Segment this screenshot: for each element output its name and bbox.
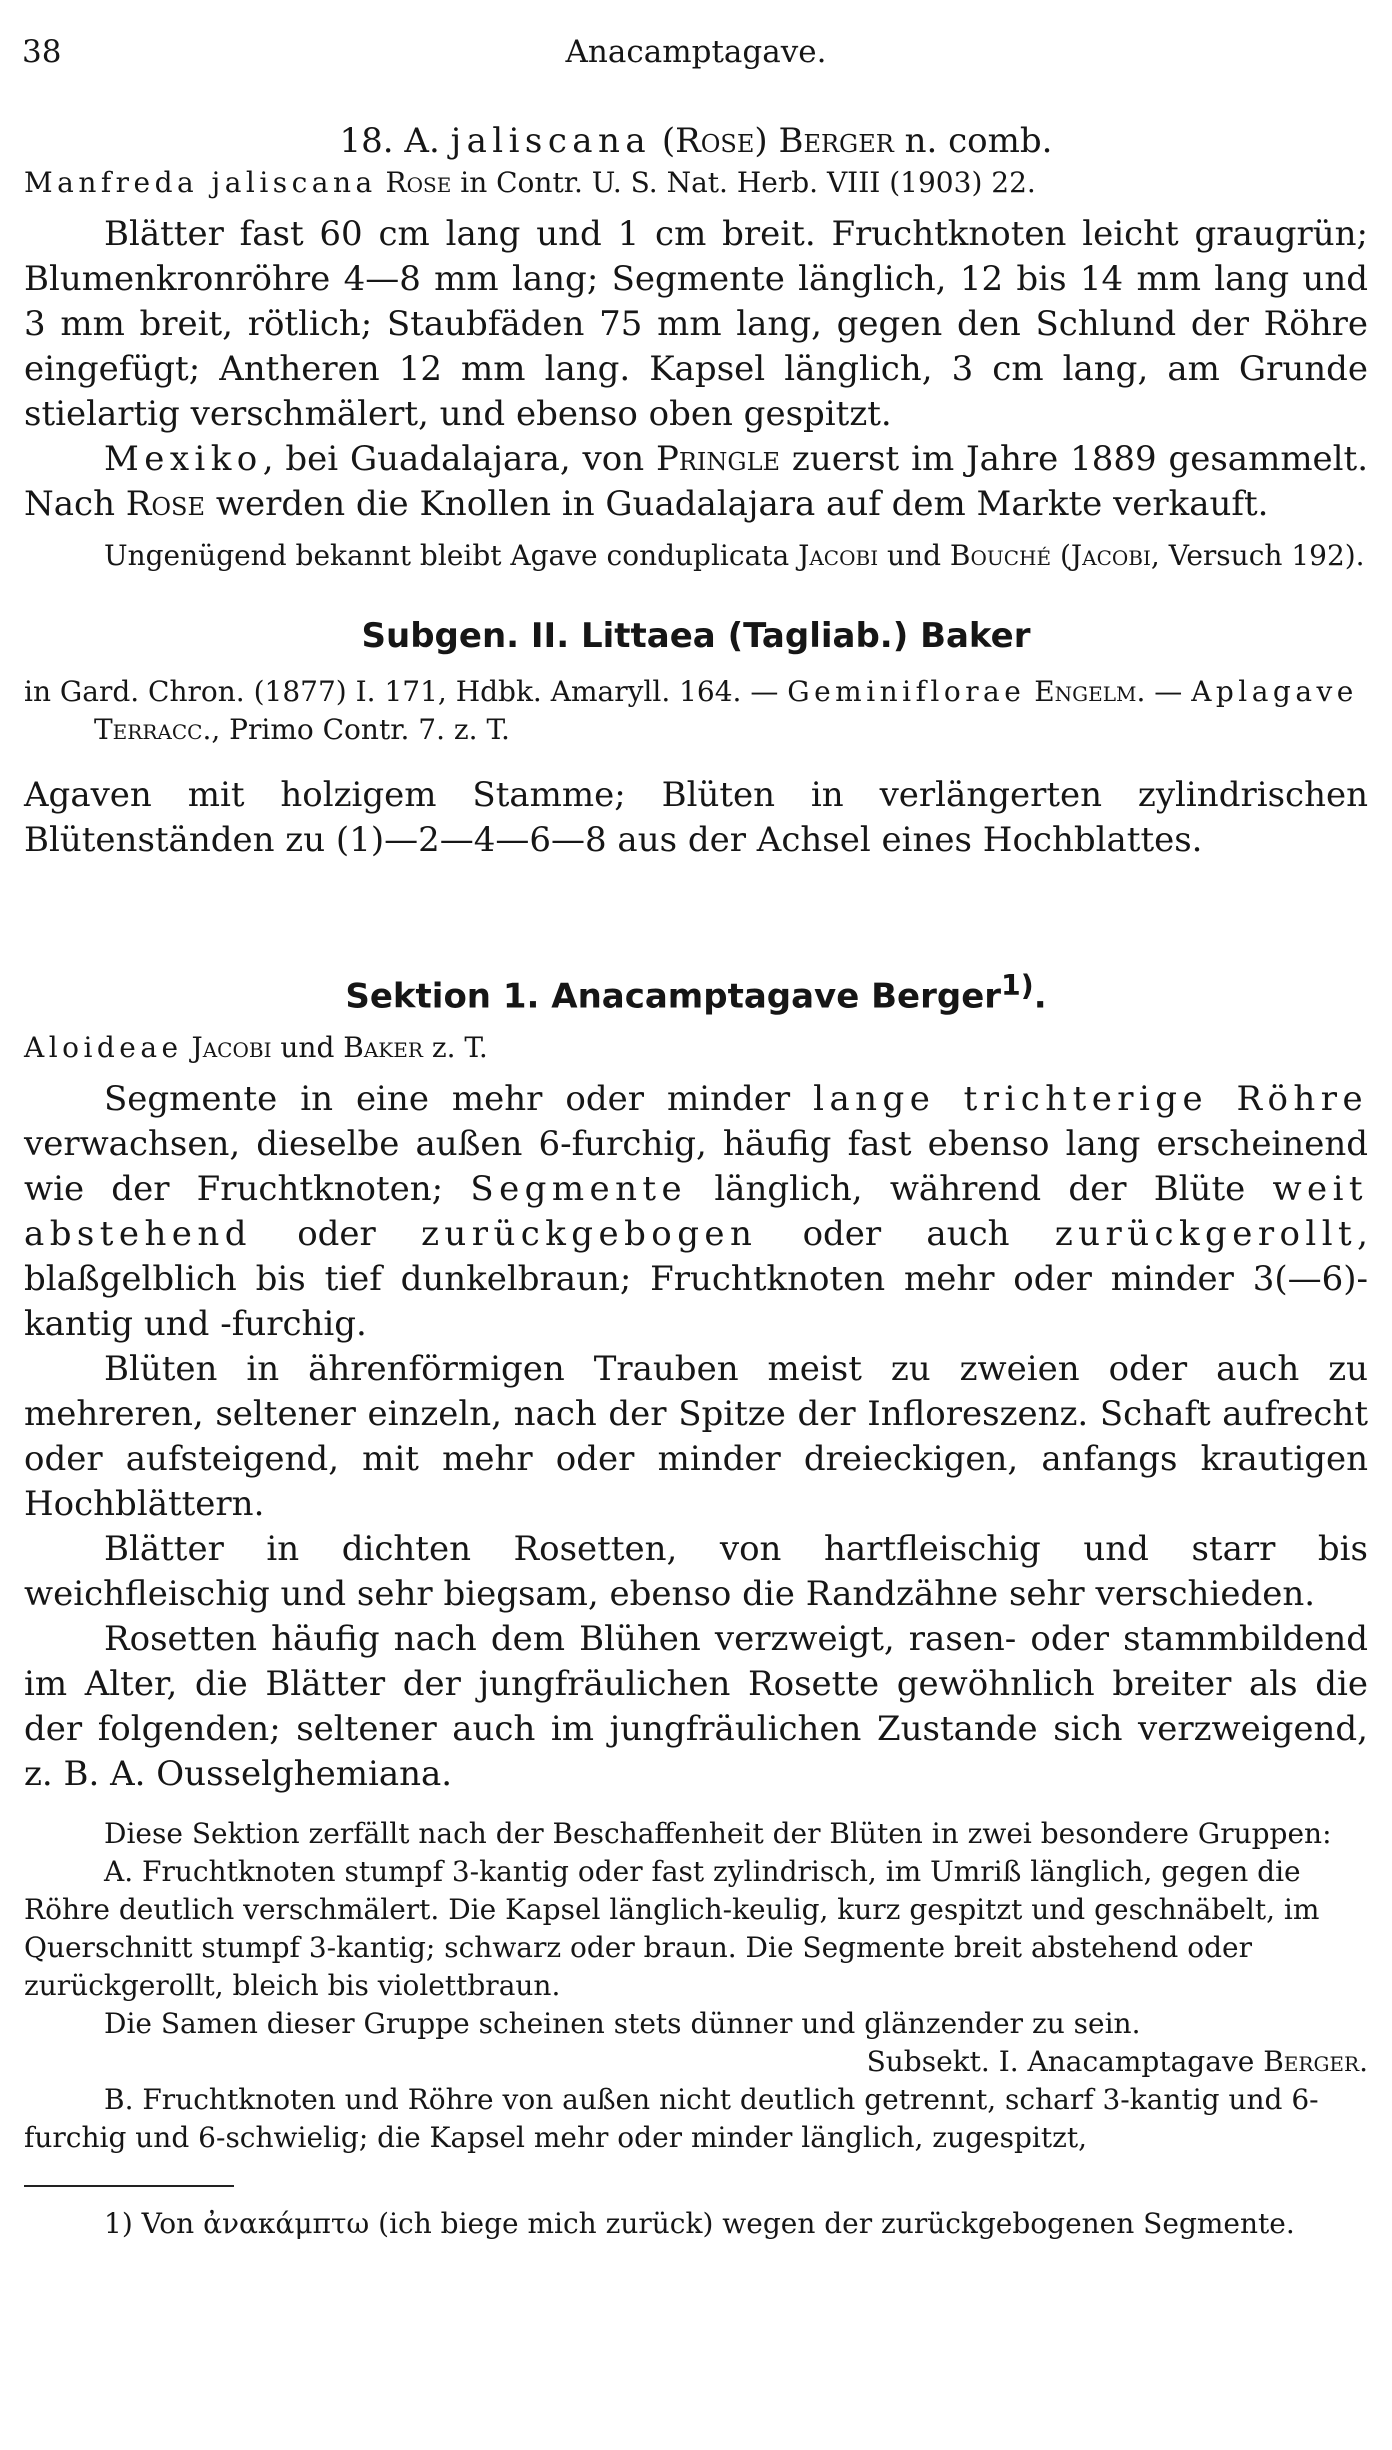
page-number: 38 <box>22 34 62 70</box>
species-distribution: Mexiko, bei Guadalajara, von Pringle zuerst im Jahre 1889 gesammelt. Nach Rose werden die Knollen in Guadalajara auf dem Markte verkauft. <box>24 439 1369 524</box>
subgenus-description: Agaven mit holzigem Stamme; Blüten in verlängerten zylindrischen Blütenständen zu (1)—2—4—6—8 aus der Achsel eines Hochblattes. <box>24 775 1368 860</box>
running-head <box>22 30 1370 74</box>
group-a-description: A. Fruchtknoten stumpf 3-kantig oder fast zylindrisch, im Umriß länglich, gegen die Röhre deutlich verschmälert. Die Kapsel länglich-keulig, kurz gespitzt und geschnäbelt, im Querschnitt stumpf 3-kantig; schwarz oder braun. Die Segmente breit abstehend oder zurückgerollt, bleich bis violettbraun. <box>24 1855 1320 2003</box>
subgenus-heading: Subgen. II. Littaea (Tagliab.) Baker <box>361 616 1031 656</box>
section-groups-intro: Diese Sektion zerfällt nach der Beschaffenheit der Blüten in zwei besondere Gruppen: <box>104 1817 1332 1851</box>
species-synonym: Manfreda jaliscana Rose in Contr. U. S. Nat. Herb. VIII (1903) 22. <box>24 166 1036 199</box>
species-note: Ungenügend bekannt bleibt Agave conduplicata Jacobi und Bouché (Jacobi, Versuch 192). <box>104 539 1365 572</box>
footnote-divider <box>24 2185 234 2187</box>
section-heading: Sektion 1. Anacamptagave Berger$^{1)}$. <box>345 969 1047 1017</box>
species-description: Blätter fast 60 cm lang und 1 cm breit. Fruchtknoten leicht graugrün; Blumenkronröhre 4—8 mm lang; Segmente länglich, 12 bis 14 mm lang und 3 mm breit, rötlich; Staubfäden 75 mm lang, gegen den Schlund der Röhre eingefügt; Antheren 12 mm lang. Kapsel länglich, 3 cm lang, am Grunde stielartig verschmälert, und ebenso oben gespitzt. <box>24 214 1368 434</box>
species-epithet: jaliscana <box>450 121 652 161</box>
species-title: 18. A. jaliscana (Rose) Berger n. comb. <box>339 121 1053 161</box>
page-content <box>24 118 1368 2243</box>
subgenus-references: in Gard. Chron. (1877) I. 171, Hdbk. Amaryll. 164. — Geminiflorae Engelm. — Aplagave Terracc., Primo Contr. 7. z. T. <box>24 675 1358 746</box>
footnote-marker: 1) <box>1001 969 1034 1002</box>
running-title: Anacamptagave. <box>565 34 827 70</box>
group-a-seeds: Die Samen dieser Gruppe scheinen stets dünner und glänzender zu sein. <box>104 2007 1141 2041</box>
section-paragraph-3: Blätter in dichten Rosetten, von hartfleischig und starr bis weichfleischig und sehr biegsam, ebenso die Randzähne sehr verschieden. <box>24 1529 1368 1615</box>
section-paragraph-1: Segmente in eine mehr oder minder lange trichterige Röhre verwachsen, dieselbe außen 6-furchig, häufig fast ebenso lang erscheinend wie der Fruchtknoten; Segmente länglich, während der Blüte weit abstehend oder zurückgebogen oder auch zurückgerollt, blaßgelblich bis tief dunkelbraun; Fruchtknoten mehr oder minder 3(—6)-kantig und -furchig. <box>24 1079 1369 1345</box>
footnote: 1) Von ἀνακάμπτω (ich biege mich zurück) wegen der zurückgebogenen Segmente. <box>104 2207 1295 2241</box>
group-b-description: B. Fruchtknoten und Röhre von außen nicht deutlich getrennt, scharf 3-kantig und 6-furchig und 6-schwielig; die Kapsel mehr oder minder länglich, zugespitzt, <box>24 2083 1319 2155</box>
section-synonym: Aloideae Jacobi und Baker z. T. <box>24 1031 488 1065</box>
section-paragraph-2: Blüten in ährenförmigen Trauben meist zu zweien oder auch zu mehreren, seltener einzeln, nach der Spitze der Infloreszenz. Schaft aufrecht oder aufsteigend, mit mehr oder minder dreieckigen, anfangs krautigen Hochblättern. <box>24 1349 1368 1525</box>
subsection-label: Subsekt. I. Anacamptagave Berger. <box>866 2045 1368 2079</box>
section-paragraph-4: Rosetten häufig nach dem Blühen verzweigt, rasen- oder stammbildend im Alter, die Blätter der jungfräulichen Rosette gewöhnlich breiter als die der folgenden; seltener auch im jungfräulichen Zustande sich verzweigend, z. B. A. Ousselghemiana. <box>24 1619 1368 1795</box>
